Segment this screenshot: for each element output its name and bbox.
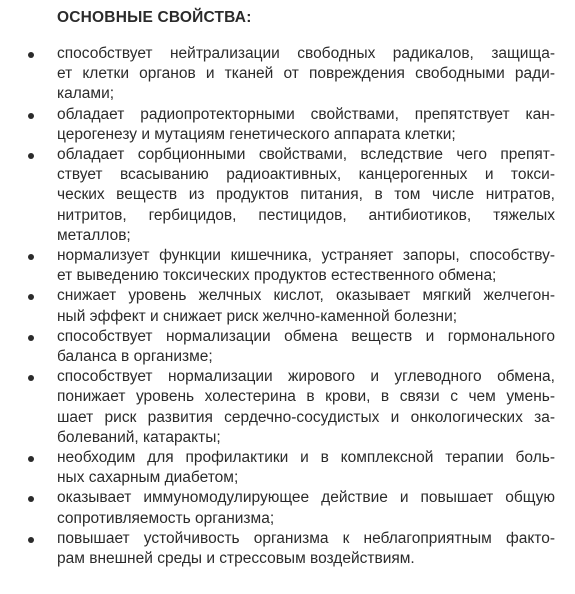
list-item-text-line: способствует нейтрализации свободных радикалов, защища- [57,45,555,62]
list-item-text-line: сопротивляемость организма; [57,509,275,527]
bullet-icon [28,52,34,58]
bullet-icon [28,254,34,260]
list-item-text-line: способствует нормализации обмена веществ и гормонального [57,327,555,345]
list-item [0,448,555,488]
list-item-text-line: понижает уровень холестерина в крови, в связи с чем умень- [57,388,555,406]
bullet-icon [28,375,34,381]
list-item [0,246,555,286]
list-item [0,529,555,569]
list-item-text-line: снижает уровень желчных кислот, оказывает мягкий желчегон- [57,287,555,305]
list-item-text-line: церогенезу и мутациям генетического аппарата клетки; [57,125,456,143]
list-item-text-line: болеваний, катаракты; [57,428,221,446]
bullet-icon [28,456,34,462]
list-item-text-line: калами; [57,85,115,103]
bullet-icon [28,537,34,543]
list-item-text-line: ческих веществ из продуктов питания, в том числе нитратов, [57,186,555,204]
list-item [0,367,555,448]
bullet-icon [28,113,34,119]
list-item-text-line: необходим для профилактики и в комплексной терапии боль- [57,449,555,467]
list-item-text-line: ствует всасыванию радиоактивных, канцерогенных и токси- [57,166,555,184]
bullet-icon [28,153,34,159]
list-item-text-line: ных сахарным диабетом; [57,469,239,487]
section-heading: ОСНОВНЫЕ СВОЙСТВА: [57,9,252,26]
bullet-icon [28,294,34,300]
list-item-text-line: нормализует функции кишечника, устраняет запоры, способству- [57,247,555,265]
list-item-text-line: шает риск развития сердечно-сосудистых и онкологических за- [57,408,555,426]
list-item-text-line: повышает устойчивость организма к неблагоприятным факто- [57,529,555,547]
list-item-text-line: ет клетки органов и тканей от повреждения свободными ради- [57,65,555,83]
list-item-text-line: ет выведению токсических продуктов естественного обмена; [57,267,497,285]
bullet-icon [28,496,34,502]
list-item [0,488,555,528]
list-item-text-line: оказывает иммуномодулирующее действие и повышает общую [57,489,555,507]
list-item-text-line: обладает сорбционными свойствами, вследствие чего препят- [57,146,555,164]
list-item-text-line: баланса в организме; [57,348,213,366]
list-item [0,105,555,145]
list-item [0,145,555,246]
list-item-text-line: ный эффект и снижает риск желчно-каменной болезни; [57,307,458,325]
list-item [0,327,555,367]
list-item-text-line: обладает радиопротекторными свойствами, препятствует кан- [57,105,555,123]
list-item-text-line: нитритов, гербицидов, пестицидов, антибиотиков, тяжелых [57,206,555,224]
properties-list [0,44,575,569]
list-item-text-line: металлов; [57,226,131,244]
list-item-text-line: рам внешней среды и стрессовым воздействиям. [57,550,415,568]
bullet-icon [28,335,34,341]
list-item [0,286,555,326]
list-item-text-line: способствует нормализации жирового и углеводного обмена, [57,368,555,386]
list-item [0,44,555,105]
